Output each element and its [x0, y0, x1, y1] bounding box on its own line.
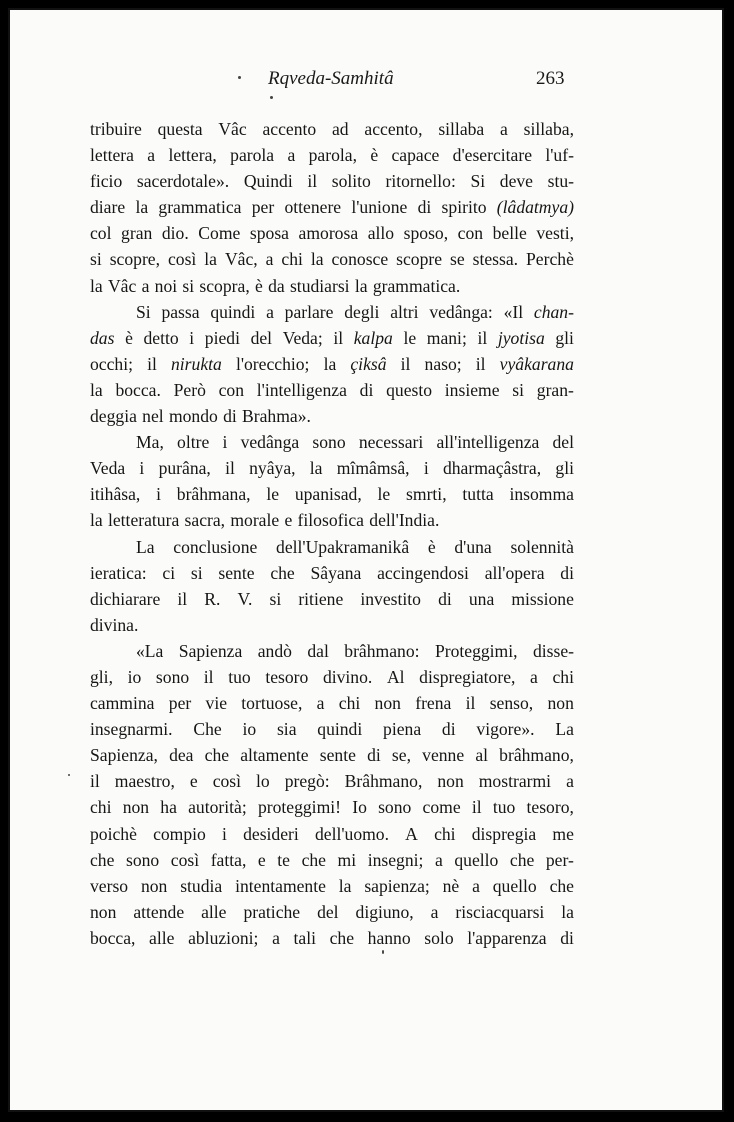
- text-line: Veda i purâna, il nyâya, la mîmâmsâ, i dharmaçâstra, gli: [90, 458, 574, 479]
- text-line: ficio sacerdotale». Quindi il solito ritornello: Si deve stu-: [90, 171, 574, 192]
- page-header: [10, 68, 722, 98]
- text-line: occhi; il nirukta l'orecchio; la çiksâ il naso; il vyâkarana: [90, 353, 574, 374]
- text-line: tribuire questa Vâc accento ad accento, sillaba a sillaba,: [90, 119, 574, 139]
- text-line: la bocca. Però con l'intelligenza di questo insieme si gran-: [90, 379, 574, 400]
- text-line: itihâsa, i brâhmana, le upanisad, le smrti, tutta insomma: [90, 484, 574, 505]
- text-line: verso non studia intentamente la sapienza; nè a quello che: [90, 875, 574, 896]
- text-line: lettera a lettera, parola a parola, è capace d'esercitare l'uf-: [90, 145, 574, 166]
- text-line: poichè compio i desideri dell'uomo. A chi dispregia me: [90, 823, 574, 844]
- text-line: dichiarare il R. V. si ritiene investito di una missione: [90, 588, 574, 609]
- text-line: chi non ha autorità; proteggimi! Io sono come il tuo tesoro,: [90, 797, 574, 818]
- text-line: ieratica: ci si sente che Sâyana accingendosi all'opera di: [90, 562, 574, 583]
- text-line: Sapienza, dea che altamente sente di se, venne al brâhmano,: [90, 745, 574, 766]
- text-line: gli, io sono il tuo tesoro divino. Al dispregiatore, a chi: [90, 666, 574, 687]
- text-line: insegnarmi. Che io sia quindi piena di vigore». La: [90, 719, 574, 740]
- text-line: non attende alle pratiche del digiuno, a risciacquarsi la: [90, 901, 574, 922]
- text-line: das è detto i piedi del Veda; il kalpa le mani; il jyotisa gli: [90, 327, 574, 348]
- text-line: deggia nel mondo di Brahma».: [90, 406, 311, 427]
- body-text: [90, 116, 574, 951]
- page-number: 263: [536, 68, 565, 89]
- text-line: la Vâc a noi si scopra, è da studiarsi la grammatica.: [90, 275, 461, 296]
- text-line: la letteratura sacra, morale e filosofica dell'India.: [90, 510, 440, 531]
- text-line: diare la grammatica per ottenere l'unione di spirito (lâdatmya): [90, 197, 574, 218]
- text-line: si scopre, così la Vâc, a chi la conosce scopre se stessa. Perchè: [90, 249, 574, 270]
- scan-speck: [238, 76, 241, 79]
- text-line: divina.: [90, 614, 139, 635]
- text-line: Si passa quindi a parlare degli altri vedânga: «Il chan-: [136, 301, 574, 322]
- text-line: La conclusione dell'Upakramanikâ è d'una solennità: [136, 536, 574, 557]
- scan-speck: [68, 774, 70, 776]
- scan-speck: [382, 950, 384, 954]
- running-title: Rqveda-Samhitâ: [268, 68, 394, 89]
- text-line: Ma, oltre i vedânga sono necessari all'intelligenza del: [136, 432, 574, 453]
- text-line: il maestro, e così lo pregò: Brâhmano, non mostrarmi a: [90, 771, 574, 792]
- scan-speck: [270, 96, 273, 99]
- text-line: bocca, alle abluzioni; a tali che hanno solo l'apparenza di: [90, 927, 574, 948]
- text-line: «La Sapienza andò dal brâhmano: Proteggimi, disse-: [136, 640, 574, 661]
- text-line: col gran dio. Come sposa amorosa allo sposo, con belle vesti,: [90, 223, 574, 244]
- text-line: che sono così fatta, e te che mi insegni; a quello che per-: [90, 849, 574, 870]
- book-page: [8, 8, 724, 1112]
- text-line: cammina per vie tortuose, a chi non frena il senso, non: [90, 693, 574, 714]
